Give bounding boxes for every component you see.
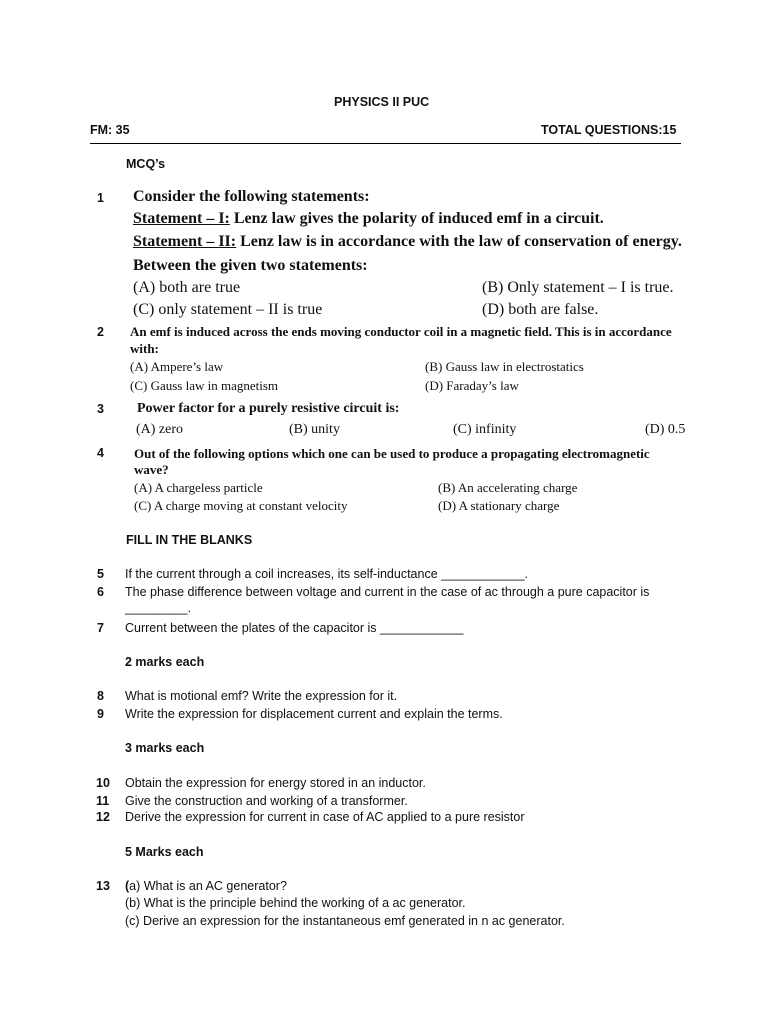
section-5-marks: 5 Marks each: [125, 845, 204, 859]
q8-number: 8: [97, 689, 104, 703]
q2-option-b: (B) Gauss law in electrostatics: [425, 359, 584, 374]
q13-part-c: (c) Derive an expression for the instantaneous emf generated in n ac generator.: [125, 914, 565, 928]
q1-statement2: [133, 233, 682, 251]
q3-option-a: (A) zero: [136, 422, 184, 437]
total-questions: TOTAL QUESTIONS:15: [541, 123, 677, 137]
q1-option-b: (B) Only statement – I is true.: [482, 279, 674, 296]
q3-option-b: (B) unity: [289, 422, 340, 437]
q3-option-c: (C) infinity: [453, 422, 517, 437]
q13-part-a: [125, 879, 287, 893]
q3-line1: Power factor for a purely resistive circuit is:: [137, 401, 400, 416]
q13-part-b: (b) What is the principle behind the working of a ac generator.: [125, 896, 466, 910]
q5-text: If the current through a coil increases, its self-inductance ____________.: [125, 567, 529, 581]
q4-option-b: (B) An accelerating charge: [438, 480, 578, 495]
q5-number: 5: [97, 567, 104, 581]
q9-text: Write the expression for displacement current and explain the terms.: [125, 707, 503, 721]
q1-line1: Consider the following statements:: [133, 188, 370, 205]
q4-number: 4: [97, 446, 104, 460]
q13-number: 13: [96, 879, 110, 893]
q1-statement1: [133, 210, 604, 228]
q8-text: What is motional emf? Write the expression for it.: [125, 689, 398, 703]
q1-statement1-label: Statement – I:: [133, 210, 230, 227]
q10-text: Obtain the expression for energy stored in an inductor.: [125, 776, 426, 790]
section-mcq: MCQ’s: [126, 157, 166, 171]
q1-line4: Between the given two statements:: [133, 257, 368, 274]
q1-statement2-text: Lenz law is in accordance with the law of conservation of energy.: [236, 233, 682, 250]
q2-option-c: (C) Gauss law in magnetism: [130, 378, 279, 393]
q4-line2: wave?: [134, 462, 169, 477]
q2-line1: An emf is induced across the ends moving conductor coil in a magnetic field. This is in accordance: [130, 324, 672, 339]
q9-number: 9: [97, 707, 104, 721]
section-2-marks: 2 marks each: [125, 655, 205, 669]
q6-line1: The phase difference between voltage and current in the case of ac through a pure capacitor is: [125, 585, 650, 599]
q1-number: 1: [97, 191, 104, 205]
q10-number: 10: [96, 776, 110, 790]
q4-option-d: (D) A stationary charge: [438, 498, 560, 513]
q1-statement1-text: Lenz law gives the polarity of induced emf in a circuit.: [229, 210, 604, 227]
q7-number: 7: [97, 621, 104, 635]
q2-number: 2: [97, 325, 104, 339]
q1-option-c: (C) only statement – II is true: [133, 301, 323, 318]
q6-number: 6: [97, 585, 104, 599]
q13-part-a-paren: (: [125, 879, 130, 893]
q4-option-c: (C) A charge moving at constant velocity: [134, 498, 348, 513]
section-3-marks: 3 marks each: [125, 741, 205, 755]
q1-statement2-label: Statement – II:: [133, 233, 237, 250]
q1-option-d: (D) both are false.: [482, 301, 599, 318]
q12-number: 12: [96, 810, 110, 824]
q4-line1: Out of the following options which one can be used to produce a propagating electromagnetic: [134, 446, 650, 461]
full-marks: FM: 35: [90, 123, 130, 137]
q3-number: 3: [97, 402, 104, 416]
q2-option-d: (D) Faraday’s law: [425, 378, 519, 393]
q2-line2: with:: [130, 341, 159, 356]
q7-text: Current between the plates of the capacitor is ____________: [125, 621, 464, 635]
q13-part-a-text: a) What is an AC generator?: [129, 879, 287, 893]
q12-text: Derive the expression for current in case of AC applied to a pure resistor: [125, 810, 525, 824]
page-title: PHYSICS II PUC: [334, 95, 430, 109]
q11-number: 11: [96, 794, 110, 808]
q2-option-a: (A) Ampere’s law: [130, 359, 224, 374]
q11-text: Give the construction and working of a transformer.: [125, 794, 408, 808]
q1-option-a: (A) both are true: [133, 279, 241, 296]
q6-line2: _________.: [125, 601, 192, 615]
section-fill-in-the-blanks: FILL IN THE BLANKS: [126, 533, 253, 547]
q3-option-d: (D) 0.5: [645, 422, 686, 437]
q4-option-a: (A) A chargeless particle: [134, 480, 263, 495]
header-rule: [90, 143, 681, 144]
